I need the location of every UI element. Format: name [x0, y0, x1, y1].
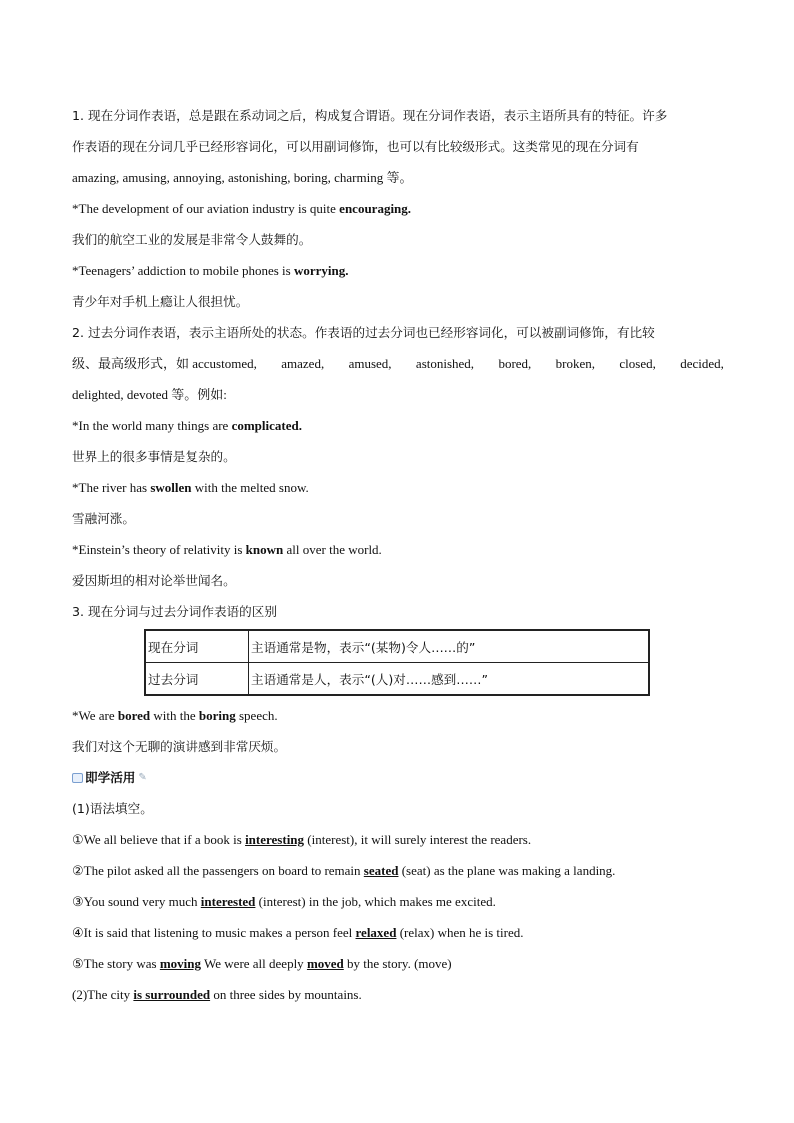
word: astonished, — [415, 356, 475, 371]
section-3-title: 3. 现在分词与过去分词作表语的区别 — [72, 604, 277, 619]
question-text: ⑤The story was — [72, 956, 160, 971]
question-text: by the story. (move) — [343, 956, 452, 971]
example-1 — [72, 193, 724, 224]
word: amused, — [348, 356, 392, 371]
table-row — [145, 663, 649, 696]
para2-line2 — [72, 348, 724, 379]
answer: is surrounded — [133, 987, 211, 1002]
table-cell: 主语通常是人，表示“(人)对……感到……” — [249, 663, 650, 696]
word: amazed, — [281, 356, 325, 371]
question-text: (interest) in the job, which makes me excited. — [255, 894, 496, 909]
practice-tag — [72, 762, 147, 793]
table-cell: 过去分词 — [145, 663, 249, 696]
practice-q1 — [72, 824, 724, 855]
answer: relaxed — [355, 925, 397, 940]
para2-line3: delighted, devoted 等。例如: — [72, 387, 227, 402]
practice-heading — [72, 762, 724, 793]
example-text: with the — [150, 708, 199, 723]
table-cell: 现在分词 — [145, 630, 249, 663]
table-row — [145, 630, 649, 663]
practice-q3 — [72, 886, 724, 917]
question-text: ③You sound very much — [72, 894, 201, 909]
example-text: all over the world. — [283, 542, 382, 557]
example-5-translation: 爱因斯坦的相对论举世闻名。 — [72, 573, 236, 588]
bold-word: boring — [198, 708, 236, 723]
para1-line3: amazing, amusing, annoying, astonishing, boring, charming 等。 — [72, 170, 413, 185]
example-text: *In the world many things are — [72, 418, 232, 433]
example-4 — [72, 472, 724, 503]
para2-line1: 2. 过去分词作表语，表示主语所处的状态。作表语的过去分词也已经形容词化，可以被副词修饰，有比较 — [72, 325, 655, 340]
example-text: speech. — [235, 708, 278, 723]
answer: moving — [159, 956, 202, 971]
question-text: on three sides by mountains. — [210, 987, 362, 1002]
bold-word: bored — [117, 708, 151, 723]
answer: interested — [200, 894, 256, 909]
bold-word: complicated. — [231, 418, 302, 433]
question-text: ④It is said that listening to music makes a person feel — [72, 925, 356, 940]
question-text: (2)The city — [72, 987, 134, 1002]
answer: seated — [363, 863, 399, 878]
example-1-translation: 我们的航空工业的发展是非常令人鼓舞的。 — [72, 232, 312, 247]
example-text: *The development of our aviation industry is quite — [72, 201, 340, 216]
practice-q2 — [72, 855, 724, 886]
question-text: (relax) when he is tired. — [396, 925, 524, 940]
bold-word: encouraging. — [339, 201, 412, 216]
example-text: with the melted snow. — [191, 480, 309, 495]
practice-q6 — [72, 979, 724, 1010]
example-3 — [72, 410, 724, 441]
para1-line2: 作表语的现在分词几乎已经形容词化，可以用副词修饰，也可以有比较级形式。这类常见的现在分词有 — [72, 139, 639, 154]
word: closed, — [619, 356, 656, 371]
question-text: We were all deeply — [201, 956, 307, 971]
example-4-translation: 雪融河涨。 — [72, 511, 135, 526]
word: bored, — [498, 356, 532, 371]
practice-tag-label: 即学活用 — [85, 770, 136, 785]
table-cell: 主语通常是物，表示“(某物)令人……的” — [249, 630, 650, 663]
pencil-icon: ✎ — [138, 772, 147, 783]
example-2-translation: 青少年对手机上瘾让人很担忧。 — [72, 294, 249, 309]
document-page — [72, 100, 724, 1010]
bold-word: worrying. — [293, 263, 349, 278]
word: decided, — [680, 356, 724, 371]
example-6 — [72, 700, 724, 731]
example-text: *Teenagers’ addiction to mobile phones is — [72, 263, 294, 278]
example-text: *Einstein’s theory of relativity is — [72, 542, 246, 557]
practice-sub-1: (1)语法填空。 — [72, 801, 153, 816]
question-text: ②The pilot asked all the passengers on board to remain — [72, 863, 364, 878]
example-text: *The river has — [72, 480, 151, 495]
example-text: *We are — [72, 708, 118, 723]
word: broken, — [555, 356, 596, 371]
word: 级、最高级形式，如 accustomed, — [72, 356, 257, 371]
example-3-translation: 世界上的很多事情是复杂的。 — [72, 449, 236, 464]
bold-word: swollen — [150, 480, 192, 495]
bold-word: known — [245, 542, 284, 557]
para1-line1: 1. 现在分词作表语，总是跟在系动词之后，构成复合谓语。现在分词作表语，表示主语所具有的特征。许多 — [72, 108, 668, 123]
question-text: (interest), it will surely interest the readers. — [304, 832, 532, 847]
answer: moved — [306, 956, 344, 971]
practice-q5 — [72, 948, 724, 979]
example-6-translation: 我们对这个无聊的演讲感到非常厌烦。 — [72, 739, 287, 754]
practice-q4 — [72, 917, 724, 948]
example-2 — [72, 255, 724, 286]
comparison-table — [144, 629, 650, 696]
tag-icon — [72, 773, 83, 783]
answer: interesting — [245, 832, 305, 847]
question-text: ①We all believe that if a book is — [72, 832, 246, 847]
question-text: (seat) as the plane was making a landing. — [398, 863, 616, 878]
example-5 — [72, 534, 724, 565]
